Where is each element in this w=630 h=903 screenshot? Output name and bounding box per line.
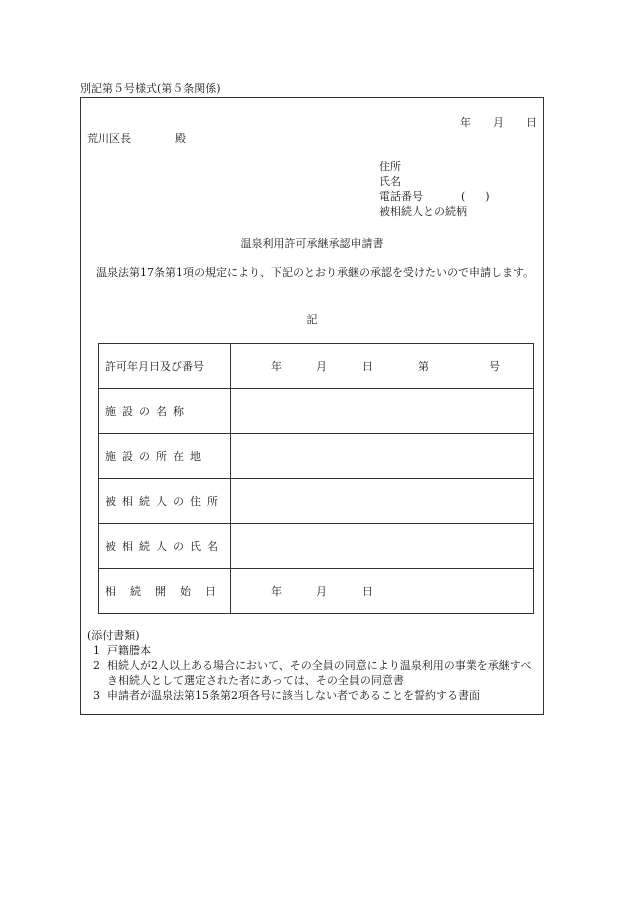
application-form <box>80 97 544 715</box>
permit-month-label: 月 <box>316 360 327 373</box>
attachment-number: 1 <box>93 644 100 657</box>
applicant-phone-label: 電話番号 <box>379 190 423 203</box>
table-row <box>99 479 534 524</box>
row-label-inheritance-start: 相続開始日 <box>99 569 231 614</box>
permit-gou-label: 号 <box>489 360 500 373</box>
table-row <box>99 344 534 389</box>
permit-year-label: 年 <box>271 360 282 373</box>
addressee-name: 荒川区長 <box>87 132 131 145</box>
row-label-facility-location: 施設の所在地 <box>99 434 231 479</box>
attachment-number: 2 <box>93 659 100 672</box>
row-label-permit: 許可年月日及び番号 <box>99 344 231 389</box>
ki-heading: 記 <box>306 313 318 326</box>
table-row <box>99 569 534 614</box>
row-value-facility-location <box>231 434 534 479</box>
row-label-facility-name: 施設の名称 <box>99 389 231 434</box>
attachment-text: 戸籍謄本 <box>107 644 151 657</box>
inheritance-day-label: 日 <box>362 585 373 598</box>
attachments-section <box>87 628 533 703</box>
application-date <box>460 114 537 130</box>
applicant-address-label: 住所 <box>379 160 401 173</box>
addressee <box>87 130 186 146</box>
applicant-relation-label: 被相続人との続柄 <box>379 205 467 218</box>
table-row <box>99 389 534 434</box>
permit-dai-label: 第 <box>418 360 429 373</box>
row-value-facility-name <box>231 389 534 434</box>
attachments-heading: (添付書類) <box>87 629 140 642</box>
permit-day-label: 日 <box>362 360 373 373</box>
table-row <box>99 524 534 569</box>
inheritance-year-label: 年 <box>271 585 282 598</box>
row-label-decedent-address: 被相続人の住所 <box>99 479 231 524</box>
row-value-inheritance-start <box>231 569 534 614</box>
attachment-item <box>87 643 533 658</box>
row-value-decedent-name <box>231 524 534 569</box>
attachment-item <box>87 658 533 688</box>
applicant-phone-line <box>379 189 490 204</box>
row-label-decedent-name: 被相続人の氏名 <box>99 524 231 569</box>
details-table <box>98 343 534 614</box>
attachment-text: 申請者が温泉法第15条第2項各号に該当しない者であることを誓約する書面 <box>107 689 480 702</box>
row-value-permit <box>231 344 534 389</box>
applicant-name-label: 氏名 <box>379 175 401 188</box>
attachment-item <box>87 688 533 703</box>
date-month-label: 月 <box>493 116 504 129</box>
document-title: 温泉利用許可承継承認申請書 <box>240 237 384 250</box>
applicant-block <box>379 159 490 219</box>
form-number: 別記第５号様式(第５条関係) <box>80 82 221 95</box>
attachment-number: 3 <box>93 689 100 702</box>
phone-paren-open: ( <box>461 190 466 203</box>
attachment-text: 相続人が2人以上ある場合において、その全員の同意により温泉利用の事業を承継すべき相続人として選定された者にあっては、その全員の同意書 <box>107 659 532 687</box>
inheritance-month-label: 月 <box>316 585 327 598</box>
phone-paren-close: ) <box>485 190 490 203</box>
row-value-decedent-address <box>231 479 534 524</box>
addressee-honorific: 殿 <box>175 132 186 145</box>
body-text: 温泉法第17条第1項の規定により、下記のとおり承継の承認を受けたいので申請します。 <box>96 266 535 279</box>
date-year-label: 年 <box>460 116 471 129</box>
date-day-label: 日 <box>526 116 537 129</box>
table-row <box>99 434 534 479</box>
